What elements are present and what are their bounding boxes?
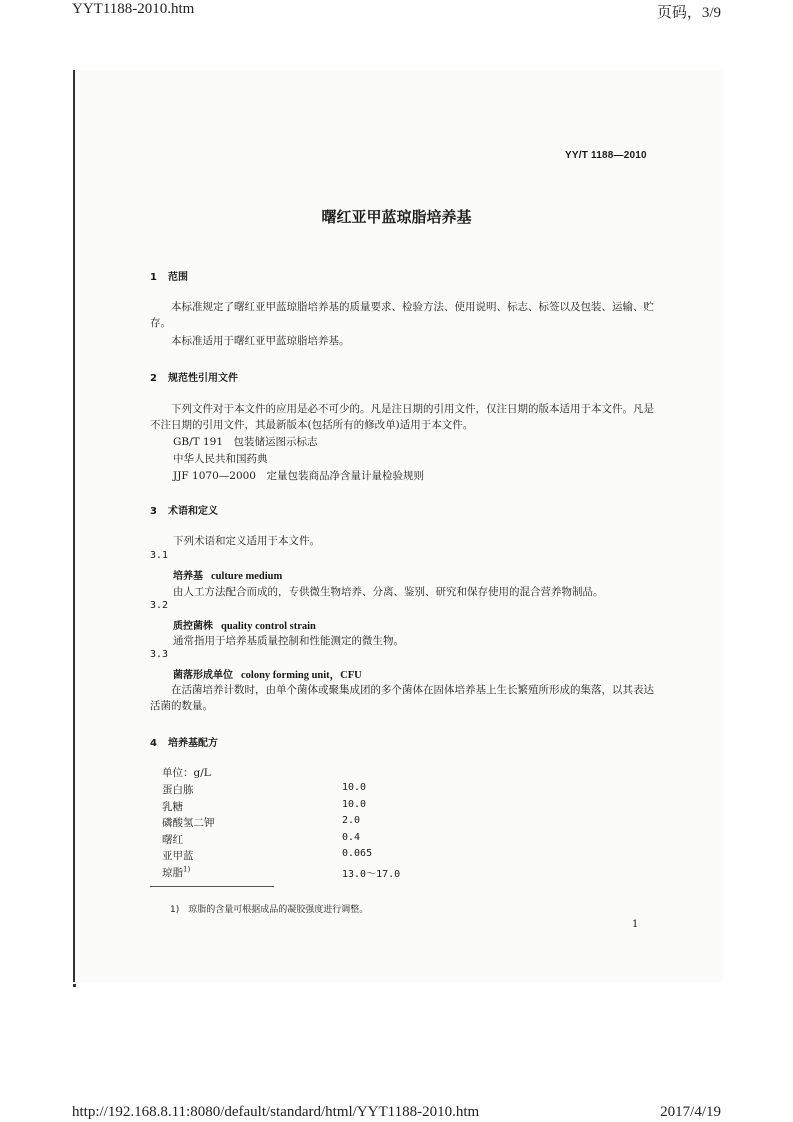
- section-number: 3: [150, 506, 157, 517]
- section-2-heading: [150, 369, 238, 384]
- term-3-2-definition: 通常指用于培养基质量控制和性能测定的微生物。: [173, 635, 404, 647]
- section-3-heading: [150, 502, 218, 517]
- ingredient-value: 13.0～17.0: [342, 868, 401, 880]
- term-3-2: [173, 617, 316, 632]
- term-en: colony forming unit，CFU: [241, 670, 362, 681]
- section-number: 4: [150, 738, 157, 749]
- section-3-para-1: 下列术语和定义适用于本文件。: [173, 535, 320, 547]
- browser-footer-date: 2017/4/19: [660, 1104, 721, 1120]
- footnote-marker: 1): [183, 865, 191, 873]
- browser-header-title: YYT1188-2010.htm: [72, 1, 195, 17]
- browser-page-indicator: 页码，3/9: [656, 5, 721, 21]
- ingredient-value: 2.0: [342, 815, 361, 826]
- ingredient-name: 蛋白胨: [162, 784, 194, 796]
- section-number: 1: [150, 272, 157, 283]
- term-3-1-definition: 由人工方法配合而成的，专供微生物培养、分离、鉴别、研究和保存使用的混合营养物制品。: [173, 586, 604, 598]
- reference-jjf-1070: JJF 1070—2000 定量包装商品净含量计量检验规则: [173, 470, 424, 482]
- scan-artifact: [73, 984, 76, 987]
- term-zh: 培养基: [173, 571, 203, 582]
- section-4-heading: [150, 734, 218, 749]
- term-3-3-definition: 在活菌培养计数时，由单个菌体或聚集成团的多个菌体在固体培养基上生长繁殖所形成的集落，以其表达活菌的数量。: [150, 684, 654, 712]
- section-1-para-2: 本标准适用于曙红亚甲蓝琼脂培养基。: [171, 335, 350, 347]
- browser-footer-url: http://192.168.8.11:8080/default/standard/html/YYT1188-2010.htm: [72, 1104, 480, 1120]
- section-number: 2: [150, 373, 157, 384]
- ingredient-name: 曙红: [162, 833, 183, 846]
- term-en: culture medium: [211, 571, 283, 582]
- term-3-3: [173, 666, 362, 682]
- section-1-heading: [150, 268, 188, 283]
- ingredient-value: 10.0: [342, 782, 367, 793]
- ingredient-name: 亚甲蓝: [162, 850, 194, 862]
- ingredient-value: 0.4: [342, 831, 361, 843]
- section-title: 术语和定义: [168, 506, 218, 517]
- page-number: 1: [632, 919, 639, 930]
- section-title: 规范性引用文件: [168, 373, 238, 384]
- term-3-2-number: 3.2: [150, 600, 169, 611]
- footnote: 1) 琼脂的含量可根据成品的凝胶强度进行调整。: [170, 905, 369, 915]
- section-title: 范围: [168, 272, 188, 283]
- reference-gb-t-191: GB/T 191 包装储运图示标志: [173, 436, 318, 448]
- section-1-para-1: 本标准规定了曙红亚甲蓝琼脂培养基的质量要求、检验方法、使用说明、标志、标签以及包装、运输、贮存。: [150, 301, 654, 329]
- document-title: 曙红亚甲蓝琼脂培养基: [321, 208, 472, 226]
- ingredient-name-text: 琼脂: [162, 866, 183, 879]
- section-title: 培养基配方: [168, 738, 218, 749]
- term-3-3-number: 3.3: [150, 649, 169, 660]
- standard-code: YY/T 1188—2010: [565, 150, 647, 161]
- ingredient-value: 10.0: [342, 798, 367, 810]
- footnote-divider: [150, 886, 274, 887]
- ingredient-value: 0.065: [342, 848, 373, 859]
- term-zh: 菌落形成单位: [173, 670, 233, 681]
- ingredient-name: 磷酸氢二钾: [162, 817, 215, 829]
- ingredient-name: 乳糖: [162, 800, 183, 813]
- reference-pharmacopoeia: 中华人民共和国药典: [173, 453, 268, 465]
- term-3-1-number: 3.1: [150, 550, 169, 561]
- formula-unit: 单位：g/L: [162, 767, 211, 779]
- term-en: quality control strain: [221, 621, 316, 632]
- section-2-para-1: 下列文件对于本文件的应用是必不可少的。凡是注日期的引用文件，仅注日期的版本适用于本文件。凡是不注日期的引用文件，其最新版本(包括所有的修改单)适用于本文件。: [150, 403, 654, 431]
- term-zh: 质控菌株: [173, 621, 213, 632]
- term-3-1: [173, 567, 282, 582]
- ingredient-name: [162, 865, 190, 880]
